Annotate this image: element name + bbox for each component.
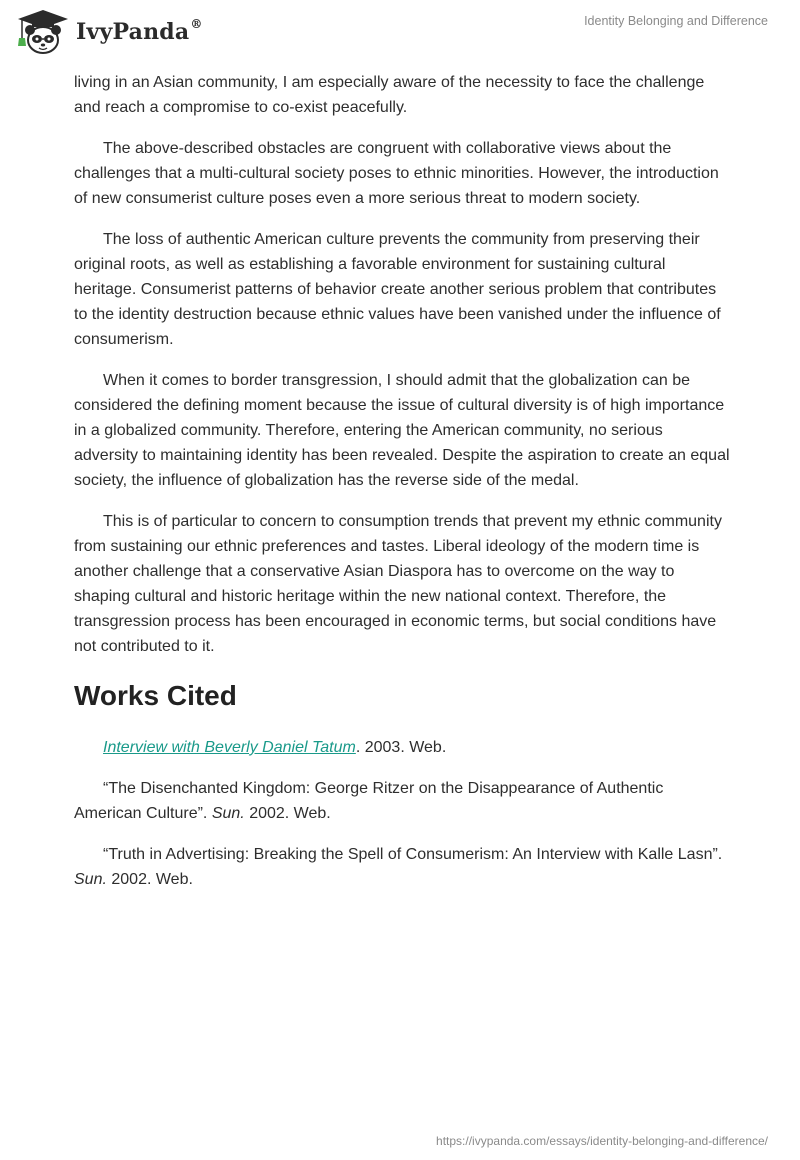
citation-rest: 2002. Web. [244, 805, 331, 822]
citation-rest: . 2003. Web. [355, 739, 447, 756]
panda-graduate-icon [14, 8, 72, 56]
essay-body [74, 70, 730, 908]
citation-entry [74, 776, 730, 826]
citation-link[interactable]: Interview with Beverly Daniel Tatum [103, 739, 356, 756]
page-header [0, 0, 800, 64]
paragraph: living in an Asian community, I am especially aware of the necessity to face the challenge and reach a compromise to co-exist peacefully. [74, 74, 705, 116]
citation-entry [74, 842, 730, 892]
works-cited-heading: Works Cited [74, 680, 237, 711]
citation-entry [74, 735, 730, 760]
paragraph: This is of particular to concern to consumption trends that prevent my ethnic community from sustaining our ethnic preferences and tastes. Liberal ideology of the modern time is another challenge that a conservative Asian Diaspora has to overcome on the way to shaping cultural and historic heritage within the new national context. Therefore, the transgression process has been encouraged in economic terms, but social conditions have not contributed to it. [74, 513, 722, 655]
footer-url: https://ivypanda.com/essays/identity-belonging-and-difference/ [436, 1134, 768, 1148]
logo-text: IvyPanda® [76, 17, 203, 45]
citation-source: Sun. [74, 871, 107, 888]
citation-source: Sun. [211, 805, 245, 822]
ivypanda-logo[interactable] [14, 8, 203, 56]
paragraph: The loss of authentic American culture prevents the community from preserving their original roots, as well as establishing a favorable environment for sustaining cultural heritage. Consumerist patterns of behavior create another serious problem that contributes to the identity destruction because ethnic values have been vanished under the influence of consumerism. [74, 231, 721, 348]
document-title: Identity Belonging and Difference [584, 14, 768, 28]
paragraph: The above-described obstacles are congruent with collaborative views about the challenges that a multi-cultural society poses to ethnic minorities. However, the introduction of new consumerist culture poses even a more serious threat to modern society. [74, 140, 719, 207]
citation-lead: “The Disenchanted Kingdom: George Ritzer on the Disappearance of Authentic American Culture”. [74, 780, 664, 822]
citation-lead: “Truth in Advertising: Breaking the Spell of Consumerism: An Interview with Kalle Lasn”. [103, 846, 723, 863]
paragraph: When it comes to border transgression, I should admit that the globalization can be considered the defining moment because the issue of cultural diversity is of high importance in a globalized community. Therefore, entering the American community, no serious adversity to maintaining identity has been revealed. Despite the aspiration to create an equal society, the influence of globalization has the reverse side of the medal. [74, 372, 730, 489]
citation-rest: 2002. Web. [106, 871, 193, 888]
